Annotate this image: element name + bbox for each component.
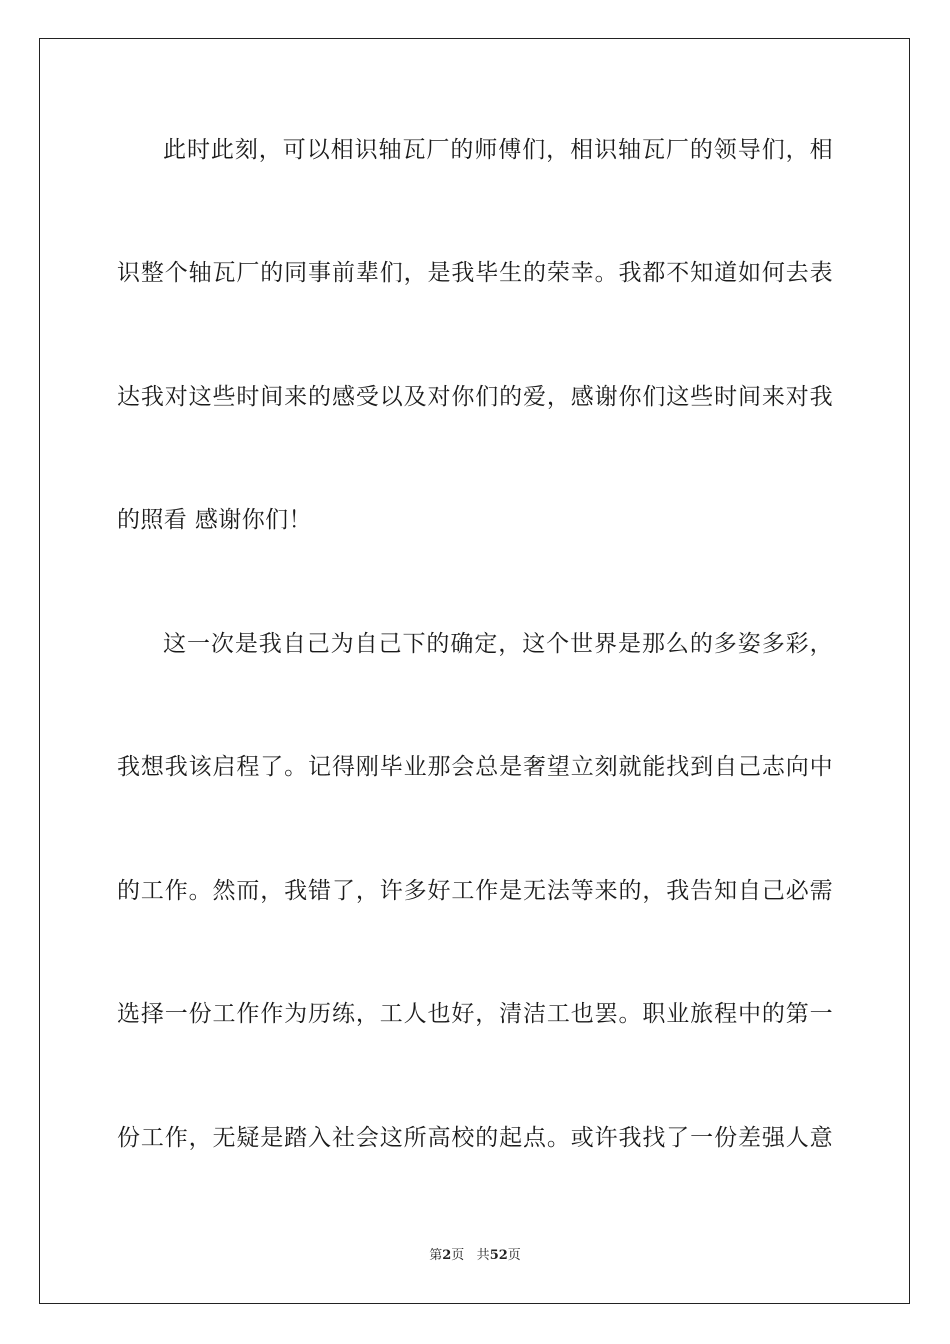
page-border — [39, 38, 910, 1304]
paragraph-1-line-4: 的照看 感谢你们！ — [117, 507, 312, 533]
paragraph-2-line-1: 这一次是我自己为自己下的确定，这个世界是那么的多姿多彩， — [163, 631, 833, 657]
paragraph-1-line-1: 此时此刻，可以相识轴瓦厂的师傅们，相识轴瓦厂的领导们，相 — [163, 137, 833, 163]
page-prefix: 第 — [429, 1248, 443, 1263]
page-suffix: 页 — [451, 1248, 465, 1263]
paragraph-2-line-4: 选择一份工作作为历练，工人也好，清洁工也罢。职业旅程中的第一 — [117, 1001, 833, 1027]
page-number: 2 — [442, 1248, 452, 1263]
total-pages: 52 — [489, 1248, 508, 1263]
total-prefix: 共 — [476, 1248, 490, 1263]
total-suffix: 页 — [507, 1248, 521, 1263]
paragraph-1-line-3: 达我对这些时间来的感受以及对你们的爱，感谢你们这些时间来对我 — [117, 384, 833, 410]
paragraph-1-line-2: 识整个轴瓦厂的同事前辈们，是我毕生的荣幸。我都不知道如何去表 — [117, 260, 833, 286]
paragraph-2-line-3: 的工作。然而，我错了，许多好工作是无法等来的，我告知自己必需 — [117, 878, 833, 904]
page-footer — [0, 1247, 950, 1265]
paragraph-2-line-5: 份工作，无疑是踏入社会这所高校的起点。或许我找了一份差强人意 — [117, 1125, 833, 1151]
paragraph-2-line-2: 我想我该启程了。记得刚毕业那会总是奢望立刻就能找到自己志向中 — [117, 754, 833, 780]
